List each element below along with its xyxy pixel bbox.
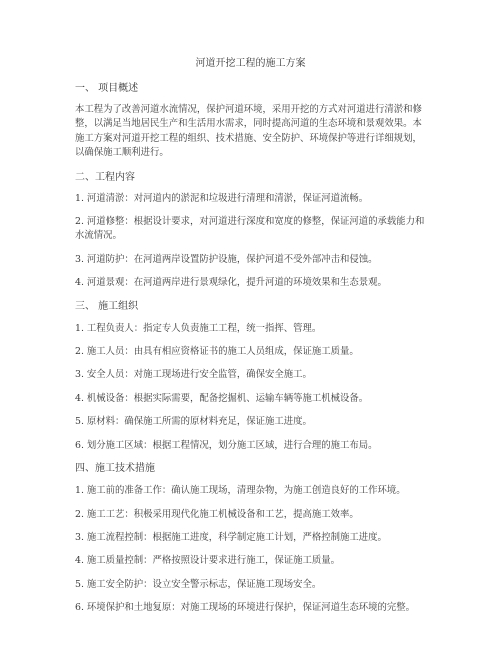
overview-paragraph: 本工程为了改善河道水流情况，保护河道环境，采用开挖的方式对河道进行清淤和修整，以满足当地居民生产和生活用水需求，同时提高河道的生态环境和景观效果。本施工方案对河道开挖工程的组织、技术措施、安全防护、环境保护等进行详细规划，以确保施工顺利进行。 xyxy=(75,104,422,159)
list-item: 1. 工程负责人：指定专人负责施工工程，统一指挥、管理。 xyxy=(75,322,322,334)
list-item: 5. 施工安全防护：设立安全警示标志，保证施工现场安全。 xyxy=(75,578,322,590)
list-item: 5. 原材料：确保施工所需的原材料充足，保证施工进度。 xyxy=(75,416,312,428)
list-item: 4. 施工质量控制：严格按照设计要求进行施工，保证施工质量。 xyxy=(75,555,341,567)
content-list xyxy=(75,192,426,291)
list-item: 3. 河道防护：在河道两岸设置防护设施，保护河道不受外部冲击和侵蚀。 xyxy=(75,253,378,265)
list-item: 1. 河道清淤：对河道内的淤泥和垃圾进行清理和清淤，保证河道流畅。 xyxy=(75,192,369,204)
list-item: 4. 机械设备：根据实际需要，配备挖掘机、运输车辆等施工机械设备。 xyxy=(75,392,369,404)
section-heading-overview: 一、 项目概述 xyxy=(75,83,139,94)
list-item: 2. 施工人员：由具有相应资格证书的施工人员组成，保证施工质量。 xyxy=(75,346,359,358)
section-heading-content: 二、工程内容 xyxy=(75,171,135,183)
list-item: 4. 河道景观：在河道两岸进行景观绿化，提升河道的环境效果和生态景观。 xyxy=(75,277,387,289)
list-item: 6. 划分施工区域：根据工程情况，划分施工区域，进行合理的施工布局。 xyxy=(75,439,378,451)
organization-list xyxy=(75,322,426,453)
list-item: 2. 河道修整：根据设计要求，对河道进行深度和宽度的修整，保证河道的承载能力和水流情况。 xyxy=(75,216,425,242)
section-heading-technical-measures: 四、施工技术措施 xyxy=(75,463,155,475)
section-heading-organization: 三、 施工组织 xyxy=(75,300,139,312)
list-item: 2. 施工工艺：积极采用现代化施工机械设备和工艺，提高施工效率。 xyxy=(75,508,359,520)
list-item: 6. 环境保护和土地复原：对施工现场的环境进行保护，保证河道生态环境的完整。 xyxy=(75,602,416,614)
technical-measures-list xyxy=(75,484,426,615)
document-title: 河道开挖工程的施工方案 xyxy=(195,58,306,69)
list-item: 3. 安全人员：对施工现场进行安全监管，确保安全施工。 xyxy=(75,369,312,381)
list-item: 1. 施工前的准备工作：确认施工现场，清理杂物，为施工创造良好的工作环境。 xyxy=(75,485,406,497)
list-item: 3. 施工流程控制：根据施工进度，科学制定施工计划，严格控制施工进度。 xyxy=(75,531,387,543)
